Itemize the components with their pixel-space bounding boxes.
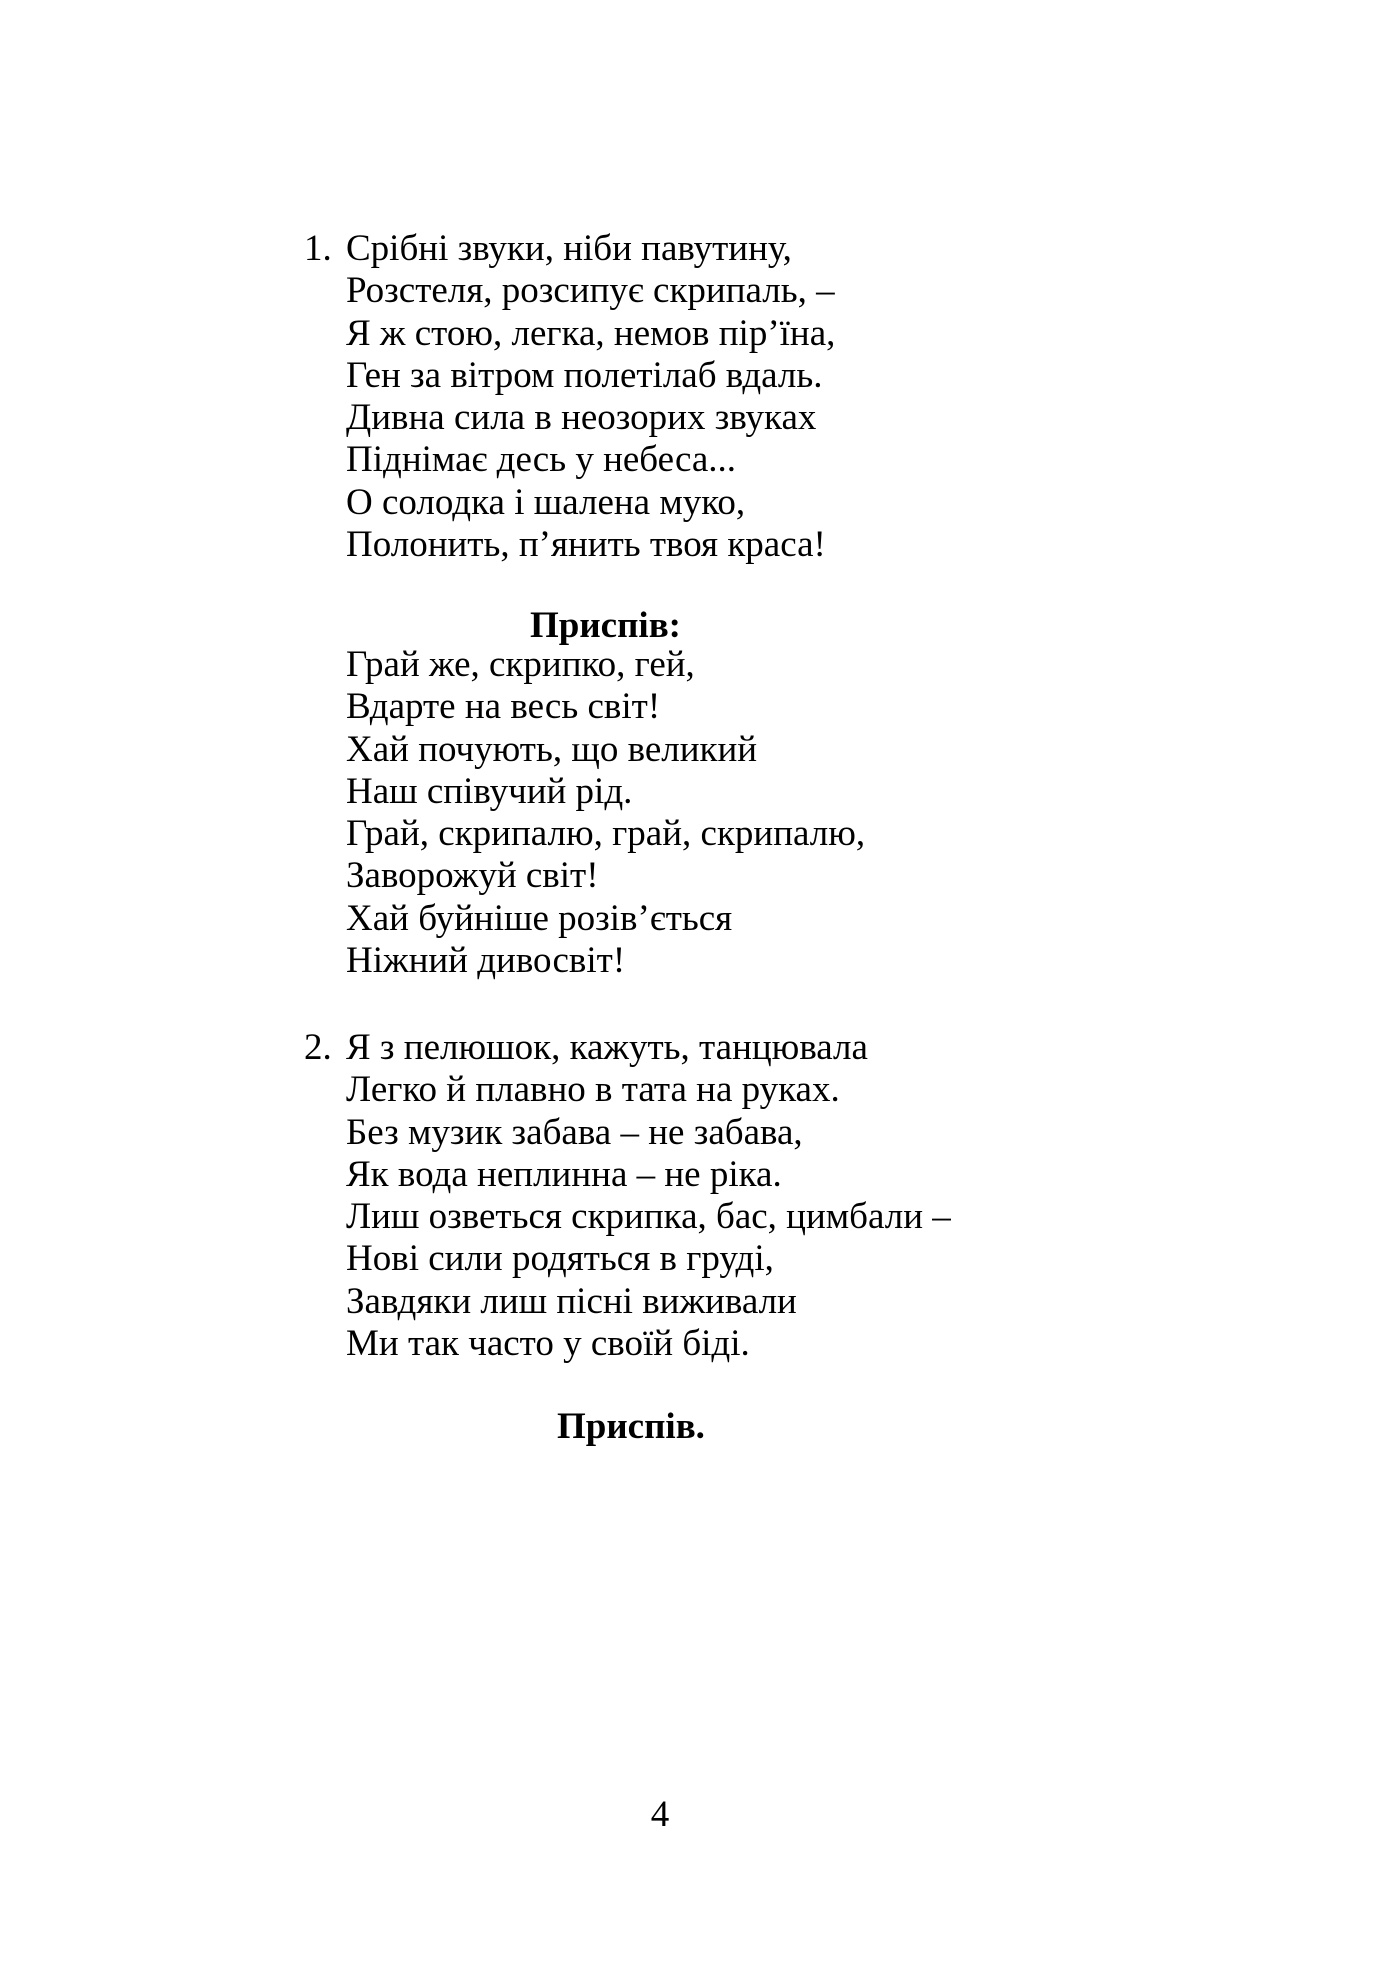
page-number: 4 — [650, 1794, 670, 1835]
chorus — [346, 644, 865, 982]
verse-line: Як вода неплинна – не ріка. — [346, 1153, 782, 1195]
verse-number: 2. — [304, 1027, 332, 1068]
verse-line: Ген за вітром полетілаб вдаль. — [346, 354, 823, 396]
verse-line — [304, 1027, 951, 1069]
chorus-line: Ніжний дивосвіт! — [346, 940, 626, 982]
chorus-line: Наш співучий рід. — [346, 770, 633, 812]
verse-2 — [304, 1027, 951, 1365]
chorus-line: Вдарте на весь світ! — [346, 686, 661, 728]
verse-number: 1. — [304, 228, 332, 269]
verse-line: Розстеля, розсипує скрипаль, – — [346, 270, 835, 312]
chorus-line: Хай буйніше розів’ється — [346, 897, 733, 939]
verse-line-text: Срібні звуки, ніби павутину, — [346, 228, 792, 269]
chorus-line: Грай же, скрипко, гей, — [346, 644, 695, 685]
verse-line: Лиш озветься скрипка, бас, цимбали – — [346, 1196, 951, 1238]
verse-1 — [304, 228, 836, 566]
verse-line-text: Я з пелюшок, кажуть, танцювала — [346, 1027, 868, 1068]
chorus-title: Приспів: — [530, 605, 681, 646]
verse-line: Я ж стою, легка, немов пір’їна, — [346, 312, 836, 354]
verse-line: Нові сили родяться в груді, — [346, 1238, 774, 1280]
verse-line: Піднімає десь у небеса... — [346, 439, 737, 481]
verse-line: Без музик забава – не забава, — [346, 1111, 803, 1153]
verse-line: Полонить, п’янить твоя краса! — [346, 524, 826, 566]
chorus-line: Хай почують, що великий — [346, 728, 758, 770]
chorus-line: Грай, скрипалю, грай, скрипалю, — [346, 813, 866, 855]
verse-line: Дивна сила в неозорих звуках — [346, 397, 817, 439]
chorus-line: Заворожуй світ! — [346, 855, 599, 897]
verse-line: Завдяки лиш пісні виживали — [346, 1280, 797, 1322]
verse-line: Легко й плавно в тата на руках. — [346, 1069, 840, 1111]
verse-line — [304, 228, 835, 270]
chorus-repeat-title: Приспів. — [557, 1406, 705, 1447]
verse-line: О солодка і шалена муко, — [346, 481, 746, 523]
verse-line: Ми так часто у своїй біді. — [346, 1323, 750, 1365]
